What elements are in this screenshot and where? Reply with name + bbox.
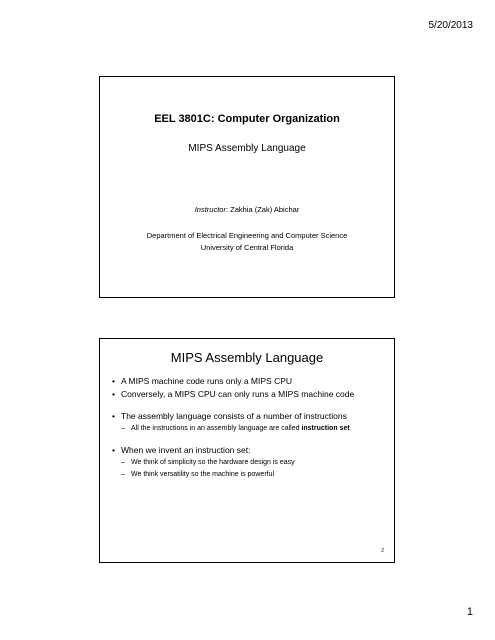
course-subtitle: MIPS Assembly Language — [188, 143, 306, 154]
sub-bullet-item: – We think of simplicity so the hardware design is easy — [112, 457, 388, 469]
bullet-list — [112, 375, 388, 481]
instructor-name: : Zakhia (Zak) Abichar — [225, 205, 300, 214]
slide-number: 2 — [381, 548, 384, 554]
sub-bullet-text: All the instructions in an assembly language are called — [131, 425, 302, 432]
bullet-item: • The assembly language consists of a number of instructions — [112, 410, 388, 423]
instructor-line — [100, 205, 394, 214]
sub-bullet-emphasis: instruction set — [301, 425, 350, 432]
sub-bullet-item: – We think versatility so the machine is powerful — [112, 469, 388, 481]
university-name: University of Central Florida — [200, 243, 294, 252]
bullet-item: • When we invent an instruction set: — [112, 444, 388, 457]
course-title: EEL 3801C: Computer Organization — [154, 113, 340, 125]
page-date: 5/20/2013 — [428, 20, 473, 31]
bullet-item: • A MIPS machine code runs only a MIPS CPU — [112, 375, 388, 388]
slide-mips-assembly — [99, 338, 395, 563]
slide-title — [99, 76, 395, 298]
department-name: Department of Electrical Engineering and Computer Science — [146, 231, 348, 240]
sub-bullet-item — [112, 423, 388, 435]
affiliation — [100, 230, 394, 254]
bullet-item: • Conversely, a MIPS CPU can only runs a MIPS machine code — [112, 388, 388, 401]
page-number: 1 — [466, 606, 473, 618]
slide-heading: MIPS Assembly Language — [170, 350, 324, 365]
instructor-label: Instructor — [194, 205, 226, 214]
